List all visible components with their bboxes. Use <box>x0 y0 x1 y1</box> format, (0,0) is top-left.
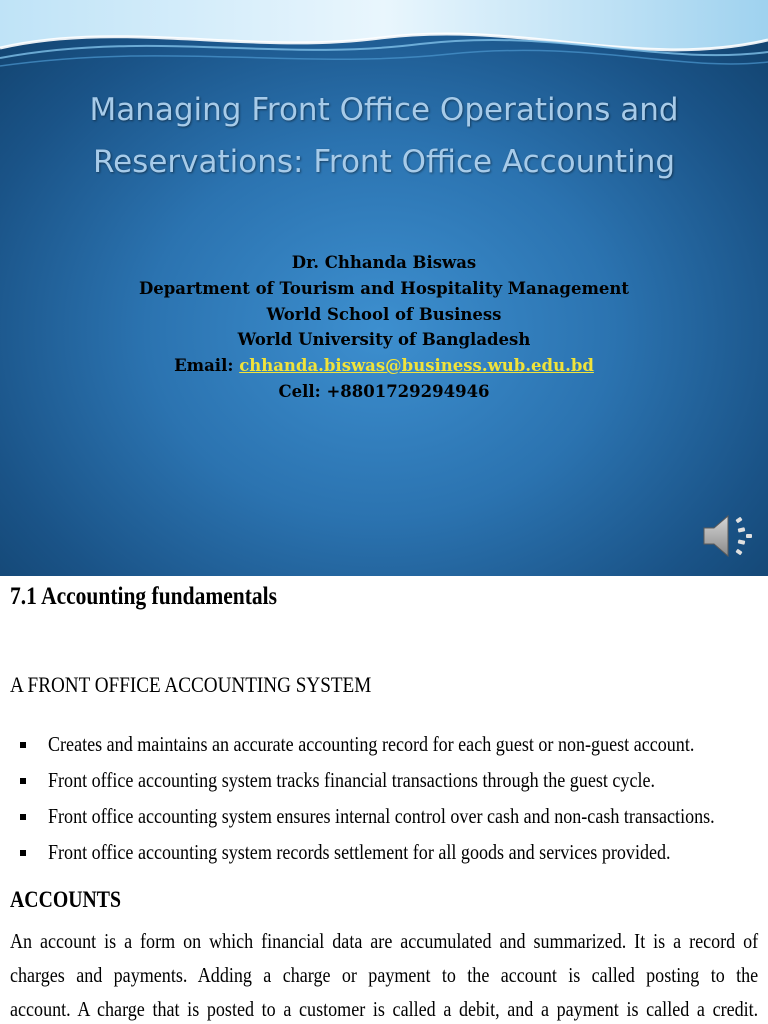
header-wave-decoration <box>0 0 768 80</box>
bullet-icon <box>20 814 26 820</box>
subsection-title: A FRONT OFFICE ACCOUNTING SYSTEM <box>10 672 372 697</box>
bullet-list <box>0 732 768 876</box>
author-block <box>30 250 738 405</box>
speaker-icon[interactable] <box>700 510 754 562</box>
email-link[interactable]: chhanda.biswas@business.wub.edu.bd <box>239 356 594 376</box>
paragraph-line: account. A charge that is posted to a customer is called a debit, and a payment is called a credit. <box>10 997 759 1021</box>
author-school: World School of Business <box>266 304 502 324</box>
slide-title: Managing Front Office Operations and Reservations: Front Office Accounting <box>89 92 679 180</box>
accounts-paragraph <box>10 924 758 1024</box>
paragraph-line: An account is a form on which financial data are accumulated and summarized. It is a record of <box>10 929 759 953</box>
paragraph-line: charges and payments. Adding a charge or payment to the account is called posting to the <box>10 963 759 987</box>
list-item: Front office accounting system ensures internal control over cash and non-cash transactions. <box>0 804 768 840</box>
list-item: Creates and maintains an accurate accounting record for each guest or non-guest account. <box>0 732 768 768</box>
bullet-icon <box>20 742 26 748</box>
author-university: World University of Bangladesh <box>237 330 531 350</box>
document-page <box>0 576 768 1024</box>
bullet-icon <box>20 778 26 784</box>
author-email-line <box>30 353 738 379</box>
accounts-heading: ACCOUNTS <box>10 887 122 912</box>
list-item: Front office accounting system records settlement for all goods and services provided. <box>0 840 768 876</box>
bullet-icon <box>20 850 26 856</box>
list-item: Front office accounting system tracks financial transactions through the guest cycle. <box>0 768 768 804</box>
author-department: Department of Tourism and Hospitality Management <box>138 278 630 298</box>
author-cell: Cell: +8801729294946 <box>278 381 490 401</box>
email-label: Email: <box>174 356 240 376</box>
author-name: Dr. Chhanda Biswas <box>291 253 477 272</box>
section-title: 7.1 Accounting fundamentals <box>10 583 278 610</box>
